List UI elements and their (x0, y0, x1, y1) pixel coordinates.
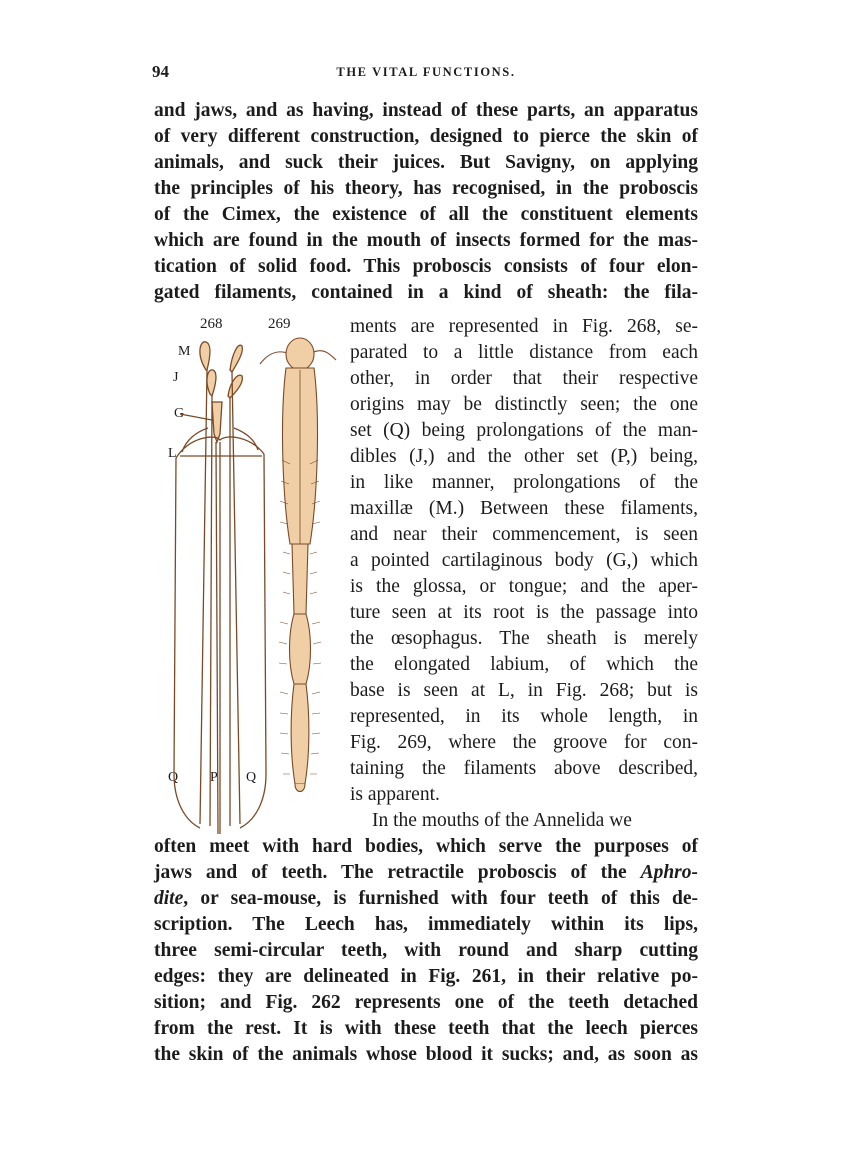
text-line: ture seen at its root is the passage into (350, 602, 698, 623)
text-line: animals, and suck their juices. But Savigny, on applying (154, 152, 698, 173)
text-line: which are found in the mouth of insects formed for the mas- (154, 230, 698, 251)
text-line: the principles of his theory, has recognised, in the proboscis (154, 178, 698, 199)
label-m: M (178, 344, 191, 359)
text-line: origins may be distinctly seen; the one (350, 394, 698, 415)
text-line: set (Q) being prolongations of the man- (350, 420, 698, 441)
figure-number-268: 268 (200, 316, 223, 332)
text-line: of very different construction, designed to pierce the skin of (154, 126, 698, 147)
text-line: scription. The Leech has, immediately within its lips, (154, 914, 698, 935)
text-line: the elongated labium, of which the (350, 654, 698, 675)
species-name: dite (154, 888, 184, 909)
text-line (154, 886, 698, 912)
text-line: sition; and Fig. 262 represents one of the teeth detached (154, 992, 698, 1013)
text-line: the skin of the animals whose blood it sucks; and, as soon as (154, 1044, 698, 1065)
fig-268-drawing (174, 342, 266, 834)
label-l: L (168, 446, 177, 461)
text-line: parated to a little distance from each (350, 342, 698, 363)
text-line: from the rest. It is with these teeth that the leech pierces (154, 1018, 698, 1039)
text-line: gated filaments, contained in a kind of sheath: the fila- (154, 282, 698, 303)
text-line: is apparent. (350, 784, 440, 805)
text-line: dibles (J,) and the other set (P,) being, (350, 446, 698, 467)
text-line: taining the filaments above described, (350, 758, 698, 779)
text-line: tication of solid food. This proboscis consists of four elon- (154, 256, 698, 277)
text-line: often meet with hard bodies, which serve the purposes of (154, 836, 698, 857)
label-j: J (173, 370, 179, 385)
text-line: ments are represented in Fig. 268, se- (350, 316, 698, 337)
figure-number-269: 269 (268, 316, 291, 332)
text-line: other, in order that their respective (350, 368, 698, 389)
text-line: the œsophagus. The sheath is merely (350, 628, 698, 649)
text-line: is the glossa, or tongue; and the aper- (350, 576, 698, 597)
label-q-right: Q (246, 770, 257, 785)
text-line: and jaws, and as having, instead of these parts, an apparatus (154, 100, 698, 121)
label-g: G (174, 406, 185, 421)
page-number: 94 (152, 62, 169, 81)
species-name: Aphro- (640, 862, 698, 883)
label-q-left: Q (168, 770, 179, 785)
fig-269-drawing (260, 338, 336, 792)
text-line: represented, in its whole length, in (350, 706, 698, 727)
text-line: Fig. 269, where the groove for con- (350, 732, 698, 753)
text-line: edges: they are delineated in Fig. 261, in their relative po- (154, 966, 698, 987)
text-line: a pointed cartilaginous body (G,) which (350, 550, 698, 571)
text-line: in like manner, prolongations of the (350, 472, 698, 493)
text-line: and near their commencement, is seen (350, 524, 698, 545)
text-line: In the mouths of the Annelida we (372, 810, 632, 831)
text-line: maxillæ (M.) Between these filaments, (350, 498, 698, 519)
label-p: P (210, 770, 218, 785)
text-line (154, 860, 698, 886)
text-span: , or sea-mouse, is furnished with four teeth of this de- (183, 888, 698, 909)
text-line: base is seen at L, in Fig. 268; but is (350, 680, 698, 701)
text-line: three semi-circular teeth, with round and sharp cutting (154, 940, 698, 961)
figure-drawing (150, 314, 350, 844)
cimex-proboscis-figure (150, 314, 350, 844)
text-span: jaws and of teeth. The retractile proboscis of the (154, 862, 641, 883)
text-line: of the Cimex, the existence of all the constituent elements (154, 204, 698, 225)
page-header (152, 62, 700, 86)
running-head: THE VITAL FUNCTIONS. (336, 65, 516, 79)
